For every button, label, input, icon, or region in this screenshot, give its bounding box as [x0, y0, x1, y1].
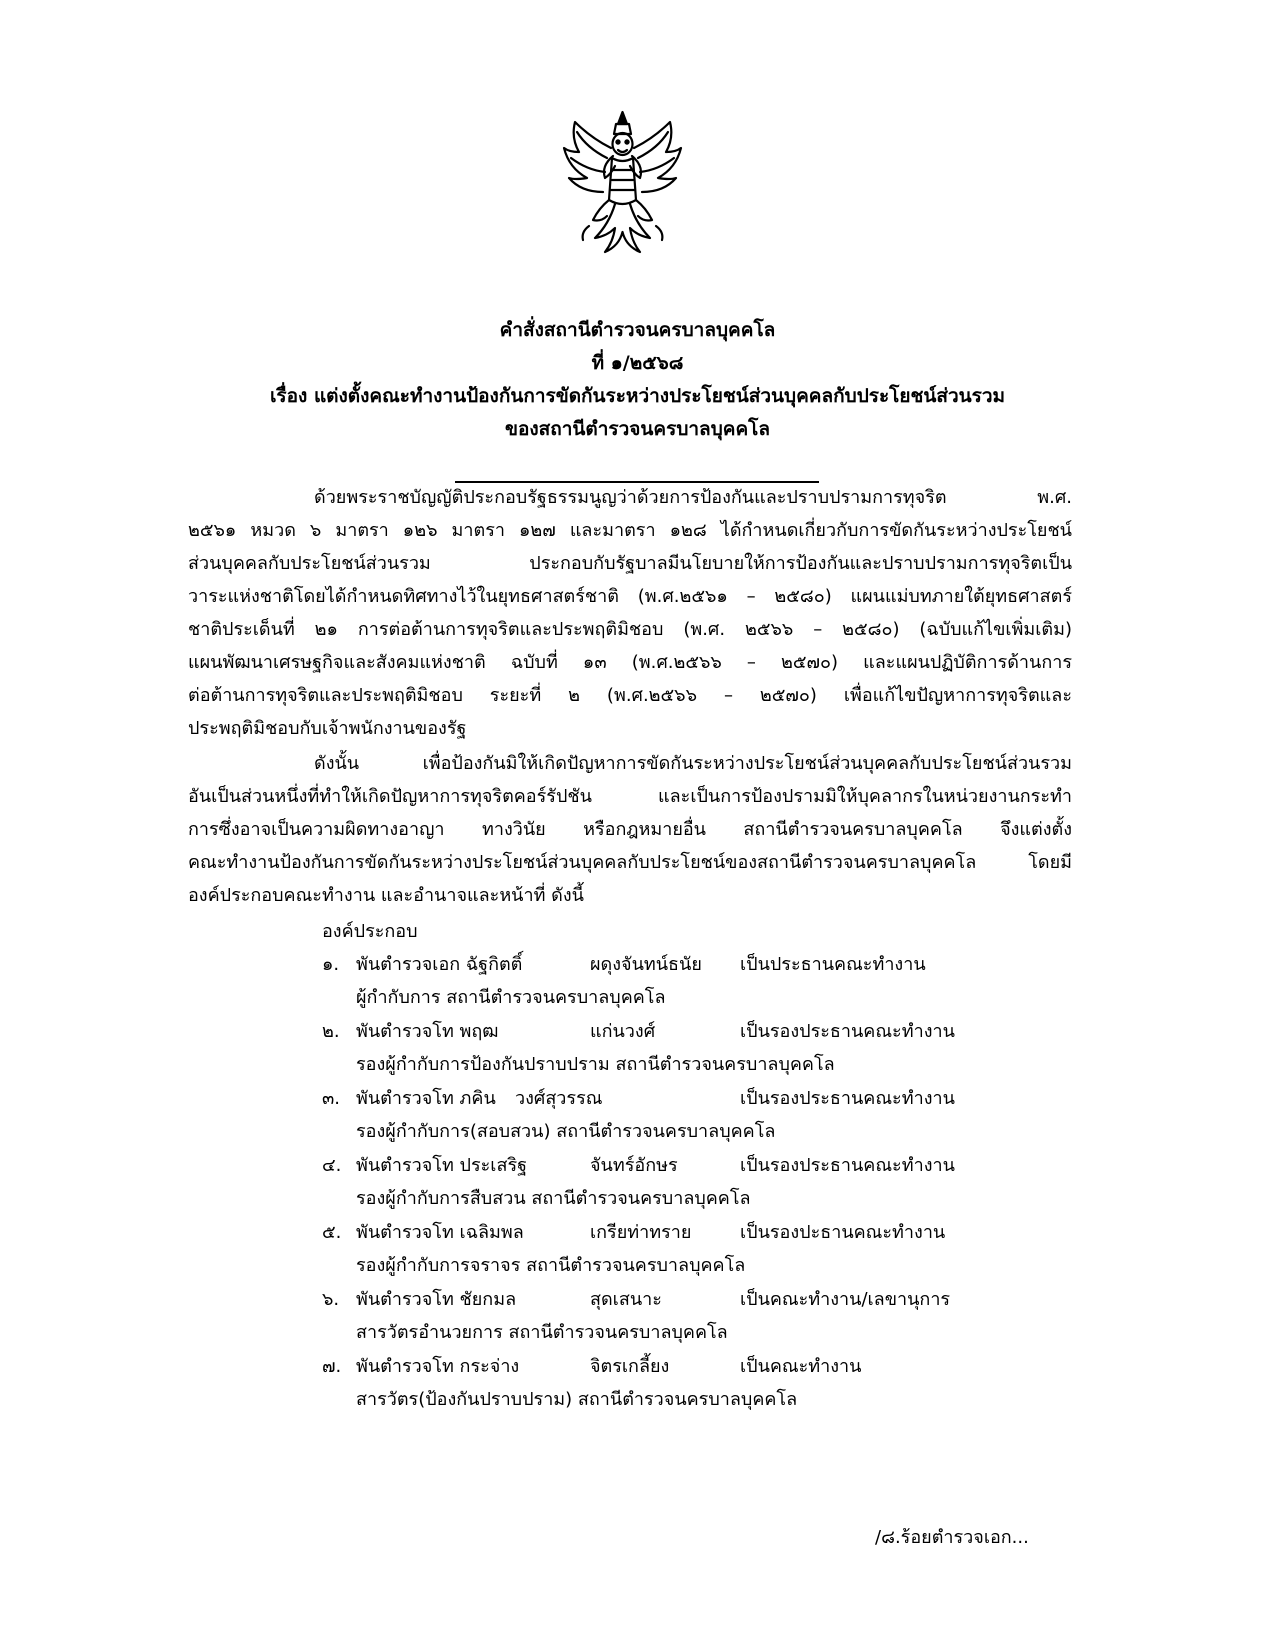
para1-line: ด้วยพระราชบัญญัติประกอบรัฐธรรมนูญว่าด้วยการป้องกันและปราบปรามการทุจริต พ.ศ. [314, 487, 1072, 508]
para2-line: อันเป็นส่วนหนึ่งที่ทำให้เกิดปัญหาการทุจริตคอร์รัปชัน และเป็นการป้องปรามมิให้บุคลากรในหน่วยงานกระทำ [188, 786, 1072, 807]
member-surname: เกรียท่าทราย [590, 1222, 692, 1243]
member-role: เป็นรองประธานคณะทำงาน [740, 1155, 955, 1176]
para2-line: การซึ่งอาจเป็นความผิดทางอาญา ทางวินัย หรือกฎหมายอื่น สถานีตำรวจนครบาลบุคคโล จึงแต่งตั้ง [188, 819, 1072, 840]
member-number: ๒. [322, 1021, 340, 1042]
member-number: ๖. [322, 1289, 340, 1310]
member-number: ๔. [322, 1155, 342, 1176]
member-surname: จันทร์อักษร [590, 1155, 678, 1176]
member-surname: ผดุงจันทน์ธนัย [590, 954, 702, 975]
order-subject-line-2: ของสถานีตำรวจนครบาลบุคคโล [504, 418, 771, 440]
member-position: รองผู้กำกับการ(สอบสวน) สถานีตำรวจนครบาลบุคคโล [356, 1121, 776, 1142]
para1-line: ส่วนบุคคลกับประโยชน์ส่วนรวม ประกอบกับรัฐบาลมีนโยบายให้การป้องกันและปราบปรามการทุจริตเป็น [188, 553, 1072, 574]
member-name: พันตำรวจโท ประเสริฐ [356, 1155, 528, 1176]
member-role: เป็นรองปะธานคณะทำงาน [740, 1222, 946, 1243]
header-separator [455, 481, 819, 483]
member-position: รองผู้กำกับการจราจร สถานีตำรวจนครบาลบุคคโล [356, 1255, 746, 1276]
member-role: เป็นคณะทำงาน [740, 1356, 862, 1377]
para1-line: ประพฤติมิชอบกับเจ้าพนักงานของรัฐ [188, 718, 467, 739]
member-name: พันตำรวจโท พฤฒ [356, 1021, 499, 1042]
para1-line: แผนพัฒนาเศรษฐกิจและสังคมแห่งชาติ ฉบับที่ ๑๓ (พ.ศ.๒๕๖๖ – ๒๕๗๐) และแผนปฏิบัติการด้านการ [188, 652, 1072, 673]
garuda-emblem-icon [561, 108, 684, 258]
member-surname: สุดเสนาะ [590, 1289, 662, 1310]
member-role: เป็นรองประธานคณะทำงาน [740, 1088, 955, 1109]
para1-line: ๒๕๖๑ หมวด ๖ มาตรา ๑๒๖ มาตรา ๑๒๗ และมาตรา ๑๒๘ ได้กำหนดเกี่ยวกับการขัดกันระหว่างประโยชน์ [188, 520, 1072, 541]
para2-line: ดังนั้น เพื่อป้องกันมิให้เกิดปัญหาการขัดกันระหว่างประโยชน์ส่วนบุคคลกับประโยชน์ส่วนรวม [314, 753, 1072, 774]
member-role: เป็นรองประธานคณะทำงาน [740, 1021, 955, 1042]
order-number: ที่ ๑/๒๕๖๘ [591, 352, 684, 374]
continuation-note: /๘.ร้อยตำรวจเอก... [875, 1527, 1029, 1548]
member-position: สารวัตรอำนวยการ สถานีตำรวจนครบาลบุคคโล [356, 1322, 728, 1343]
member-position: รองผู้กำกับการป้องกันปราบปราม สถานีตำรวจนครบาลบุคคโล [356, 1054, 835, 1075]
para1-line: วาระแห่งชาติโดยได้กำหนดทิศทางไว้ในยุทธศาสตร์ชาติ (พ.ศ.๒๕๖๑ – ๒๕๘๐) แผนแม่บทภายใต้ยุทธศาสตร์ [188, 586, 1072, 607]
para2-line: องค์ประกอบคณะทำงาน และอำนาจและหน้าที่ ดังนี้ [188, 885, 584, 906]
member-role: เป็นคณะทำงาน/เลขานุการ [740, 1289, 951, 1310]
member-name: พันตำรวจโท ชัยกมล [356, 1289, 517, 1310]
order-title: คำสั่งสถานีตำรวจนครบาลบุคคโล [499, 319, 776, 341]
para2-line: คณะทำงานป้องกันการขัดกันระหว่างประโยชน์ส่วนบุคคลกับประโยชน์ของสถานีตำรวจนครบาลบุคคโล โดยมี [188, 852, 1072, 873]
member-role: เป็นประธานคณะทำงาน [740, 954, 926, 975]
member-name: พันตำรวจโท ภคิน [356, 1088, 496, 1109]
member-position: ผู้กำกับการ สถานีตำรวจนครบาลบุคคโล [356, 987, 666, 1008]
member-name: พันตำรวจโท เฉลิมพล [356, 1222, 524, 1243]
member-surname: จิตรเกลี้ยง [590, 1356, 670, 1377]
para1-line: ต่อต้านการทุจริตและประพฤติมิชอบ ระยะที่ ๒ (พ.ศ.๒๕๖๖ – ๒๕๗๐) เพื่อแก้ไขปัญหาการทุจริตและ [188, 685, 1072, 706]
member-number: ๑. [322, 954, 340, 975]
member-surname: วงศ์สุวรรณ [515, 1088, 603, 1109]
member-surname: แก่นวงศ์ [590, 1021, 656, 1042]
order-subject-line-1: เรื่อง แต่งตั้งคณะทำงานป้องกันการขัดกันระหว่างประโยชน์ส่วนบุคคลกับประโยชน์ส่วนรวม [269, 385, 1006, 407]
member-number: ๗. [322, 1356, 342, 1377]
member-position: สารวัตร(ป้องกันปราบปราม) สถานีตำรวจนครบาลบุคคโล [356, 1389, 798, 1410]
member-name: พันตำรวจเอก ฉัฐกิตติ์ [356, 954, 523, 975]
para1-line: ชาติประเด็นที่ ๒๑ การต่อต้านการทุจริตและประพฤติมิชอบ (พ.ศ. ๒๕๖๖ – ๒๕๘๐) (ฉบับแก้ไขเพิ่มเติม) [188, 619, 1072, 640]
member-name: พันตำรวจโท กระจ่าง [356, 1356, 520, 1377]
member-position: รองผู้กำกับการสืบสวน สถานีตำรวจนครบาลบุคคโล [356, 1188, 751, 1209]
member-number: ๕. [322, 1222, 342, 1243]
member-number: ๓. [322, 1088, 341, 1109]
section-heading: องค์ประกอบ [322, 921, 418, 942]
